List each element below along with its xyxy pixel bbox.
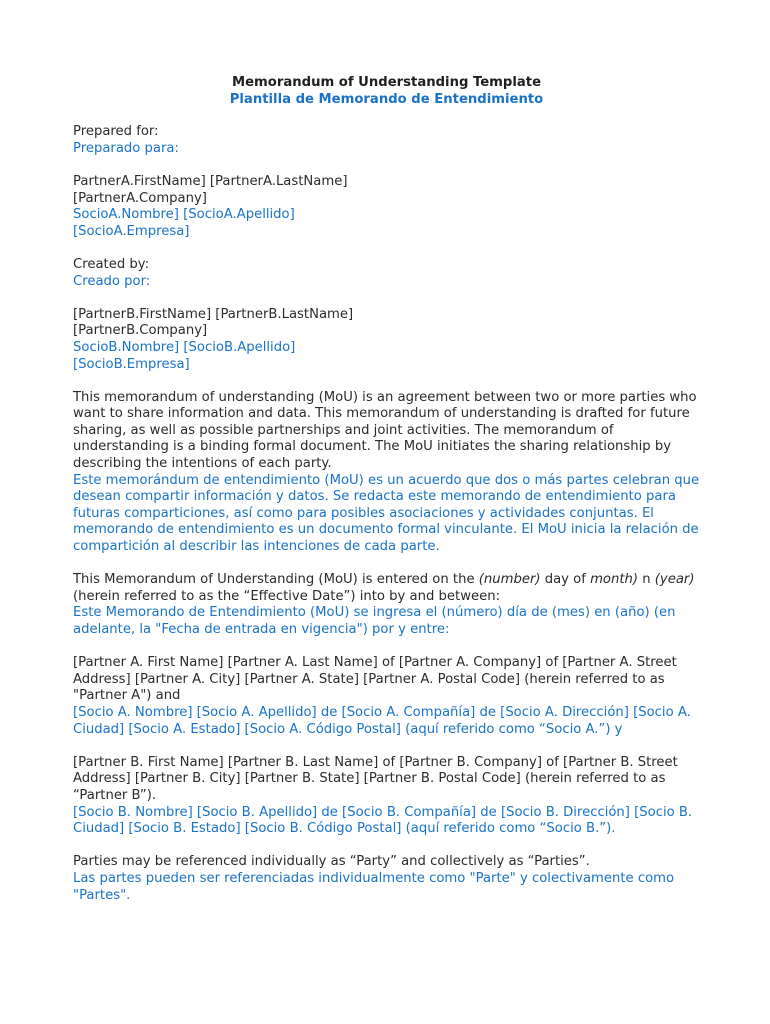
intro-paragraph-spanish: Este memorándum de entendimiento (MoU) es un acuerdo que dos o más partes celebran que desean compartir información y datos. Se redacta este memorando de entendimiento para futuras comparticiones, así como para posibles asociaciones y actividades conjuntas. El memorando de entendimiento es un documento formal vinculante. El MoU inicia la relación de compartición al describir las intenciones de cada parte. xyxy=(73,472,700,555)
partner-b-details-block xyxy=(73,755,700,838)
intro-paragraph-block xyxy=(73,390,700,556)
document-title: Memorandum of Understanding Template xyxy=(231,75,542,90)
partner-b-details-spanish: [Socio B. Nombre] [Socio B. Apellido] de [Socio B. Compañía] de [Socio B. Dirección] [Socio B. Ciudad] [Socio B. Estado] [Socio B. Código Postal] (aquí referido como “Socio B.”). xyxy=(73,804,693,837)
partner-b-placeholder-block xyxy=(73,307,700,373)
parties-definition-block xyxy=(73,854,700,904)
prepared-for-label-spanish: Preparado para: xyxy=(73,140,179,156)
effective-date-paragraph xyxy=(73,572,700,605)
effective-date-text-4: (herein referred to as the “Effective Date”) into by and between: xyxy=(73,588,501,604)
created-by-label: Created by: xyxy=(73,256,150,272)
effective-date-text-2: day of xyxy=(540,572,591,588)
partner-a-details-block xyxy=(73,655,700,738)
socio-a-company: [SocioA.Empresa] xyxy=(73,223,190,239)
parties-definition: Parties may be referenced individually as “Party” and collectively as “Parties”. xyxy=(73,854,590,870)
socio-b-company: [SocioB.Empresa] xyxy=(73,356,190,372)
year-placeholder: (year) xyxy=(654,572,695,588)
partner-b-details: [Partner B. First Name] [Partner B. Last Name] of [Partner B. Company] of [Partner B. Street Address] [Partner B. City] [Partner B. State] [Partner B. Postal Code] (herein referred to as “Partner B”). xyxy=(73,754,678,803)
effective-date-text-1: This Memorandum of Understanding (MoU) is entered on the xyxy=(73,572,479,588)
partner-b-company: [PartnerB.Company] xyxy=(73,323,208,339)
effective-date-block xyxy=(73,572,700,638)
parties-definition-spanish: Las partes pueden ser referenciadas individualmente como "Parte" y colectivamente como "Partes". xyxy=(73,870,675,903)
socio-b-name: SocioB.Nombre] [SocioB.Apellido] xyxy=(73,339,296,355)
document-title-spanish: Plantilla de Memorando de Entendimiento xyxy=(229,91,544,107)
partner-a-placeholder-block xyxy=(73,174,700,240)
partner-a-details: [Partner A. First Name] [Partner A. Last Name] of [Partner A. Company] of [Partner A. Street Address] [Partner A. City] [Partner A. State] [Partner A. Postal Code] (herein referred to as "Partner A") and xyxy=(73,655,677,704)
effective-date-paragraph-spanish: Este Memorando de Entendimiento (MoU) se ingresa el (número) día de (mes) en (año) (en adelante, la "Fecha de entrada en vigencia") por y entre: xyxy=(73,605,676,637)
number-placeholder: (number) xyxy=(478,572,541,588)
prepared-for-section xyxy=(73,124,700,157)
effective-date-text-3: n xyxy=(638,572,655,588)
partner-a-company: [PartnerA.Company] xyxy=(73,190,207,206)
document-title-block xyxy=(73,75,700,108)
intro-paragraph: This memorandum of understanding (MoU) is an agreement between two or more parties who want to share information and data. This memorandum of understanding is drafted for future sharing, as well as possible partnerships and joint activities. The memorandum of understanding is a binding formal document. The MoU initiates the sharing relationship by describing the intentions of each party. xyxy=(73,389,697,472)
partner-a-name: PartnerA.FirstName] [PartnerA.LastName] xyxy=(73,173,348,189)
month-placeholder: month) xyxy=(590,572,639,588)
partner-b-name: [PartnerB.FirstName] [PartnerB.LastName] xyxy=(73,306,354,322)
prepared-for-label: Prepared for: xyxy=(73,124,159,140)
socio-a-name: SocioA.Nombre] [SocioA.Apellido] xyxy=(73,207,295,223)
created-by-section xyxy=(73,257,700,290)
partner-a-details-spanish: [Socio A. Nombre] [Socio A. Apellido] de [Socio A. Compañía] de [Socio A. Dirección] [Socio A. Ciudad] [Socio A. Estado] [Socio A. Código Postal] (aquí referido como “Socio A.”) y xyxy=(73,704,691,737)
created-by-label-spanish: Creado por: xyxy=(73,273,151,289)
